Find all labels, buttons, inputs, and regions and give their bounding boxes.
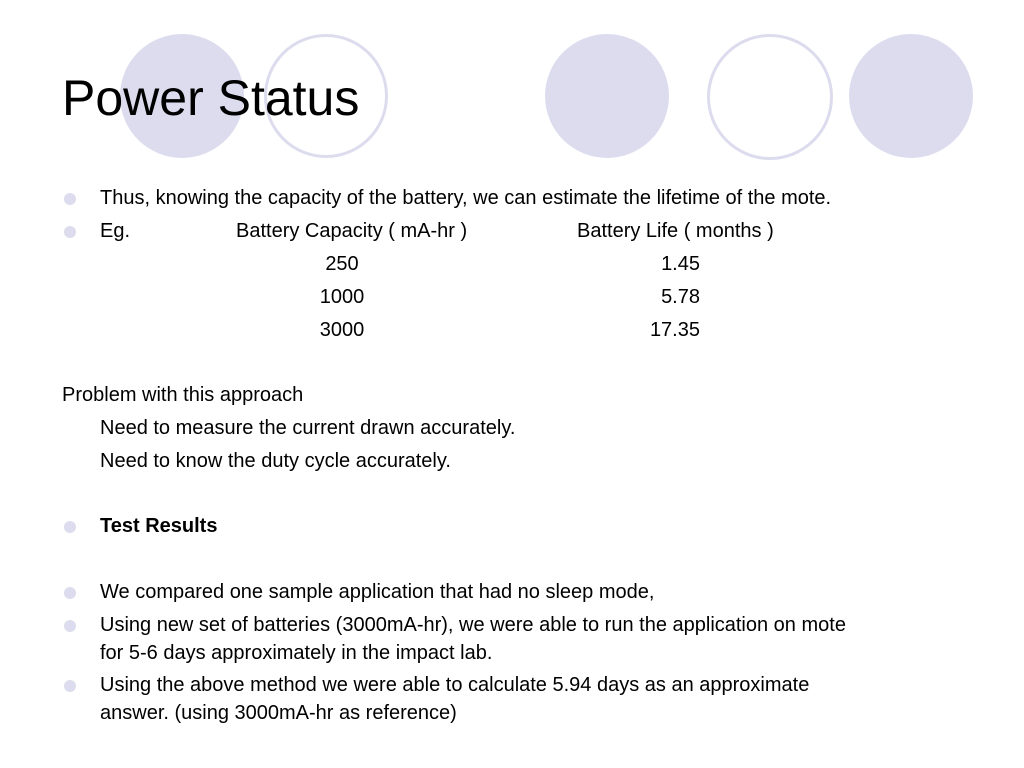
bullet-icon	[64, 680, 76, 692]
bullet-icon	[64, 620, 76, 632]
table-cell-capacity: 1000	[319, 286, 365, 308]
results-heading: Test Results	[100, 515, 218, 537]
slide-title: Power Status	[62, 70, 360, 126]
bullet-icon	[64, 587, 76, 599]
result-text-method-line2: answer. (using 3000mA-hr as reference)	[100, 702, 457, 724]
table-header-life: Battery Life ( months )	[577, 220, 774, 242]
bullet-icon	[64, 521, 76, 533]
problem-line-duty-cycle: Need to know the duty cycle accurately.	[100, 450, 451, 472]
result-text-batteries-line2: for 5-6 days approximately in the impact lab.	[100, 642, 493, 664]
table-cell-capacity: 250	[325, 253, 359, 275]
table-cell-capacity: 3000	[319, 319, 365, 341]
decorative-circle-filled-3	[849, 34, 973, 158]
problem-heading: Problem with this approach	[62, 384, 304, 406]
example-label: Eg.	[100, 220, 131, 242]
result-text-batteries-line1: Using new set of batteries (3000mA-hr), we were able to run the application on mote	[100, 614, 846, 636]
table-cell-life: 17.35	[649, 319, 700, 341]
decorative-circle-filled-2	[545, 34, 669, 158]
problem-line-current: Need to measure the current drawn accurately.	[100, 417, 516, 439]
table-cell-life: 5.78	[661, 286, 700, 308]
result-text-sample: We compared one sample application that had no sleep mode,	[100, 581, 655, 603]
bullet-icon	[64, 226, 76, 238]
bullet-icon	[64, 193, 76, 205]
table-cell-life: 1.45	[661, 253, 700, 275]
table-header-capacity: Battery Capacity ( mA-hr )	[236, 220, 468, 242]
bullet-text-capacity: Thus, knowing the capacity of the battery, we can estimate the lifetime of the mote.	[100, 187, 832, 209]
decorative-circle-outline-2	[707, 34, 833, 160]
result-text-method-line1: Using the above method we were able to calculate 5.94 days as an approximate	[100, 674, 810, 696]
